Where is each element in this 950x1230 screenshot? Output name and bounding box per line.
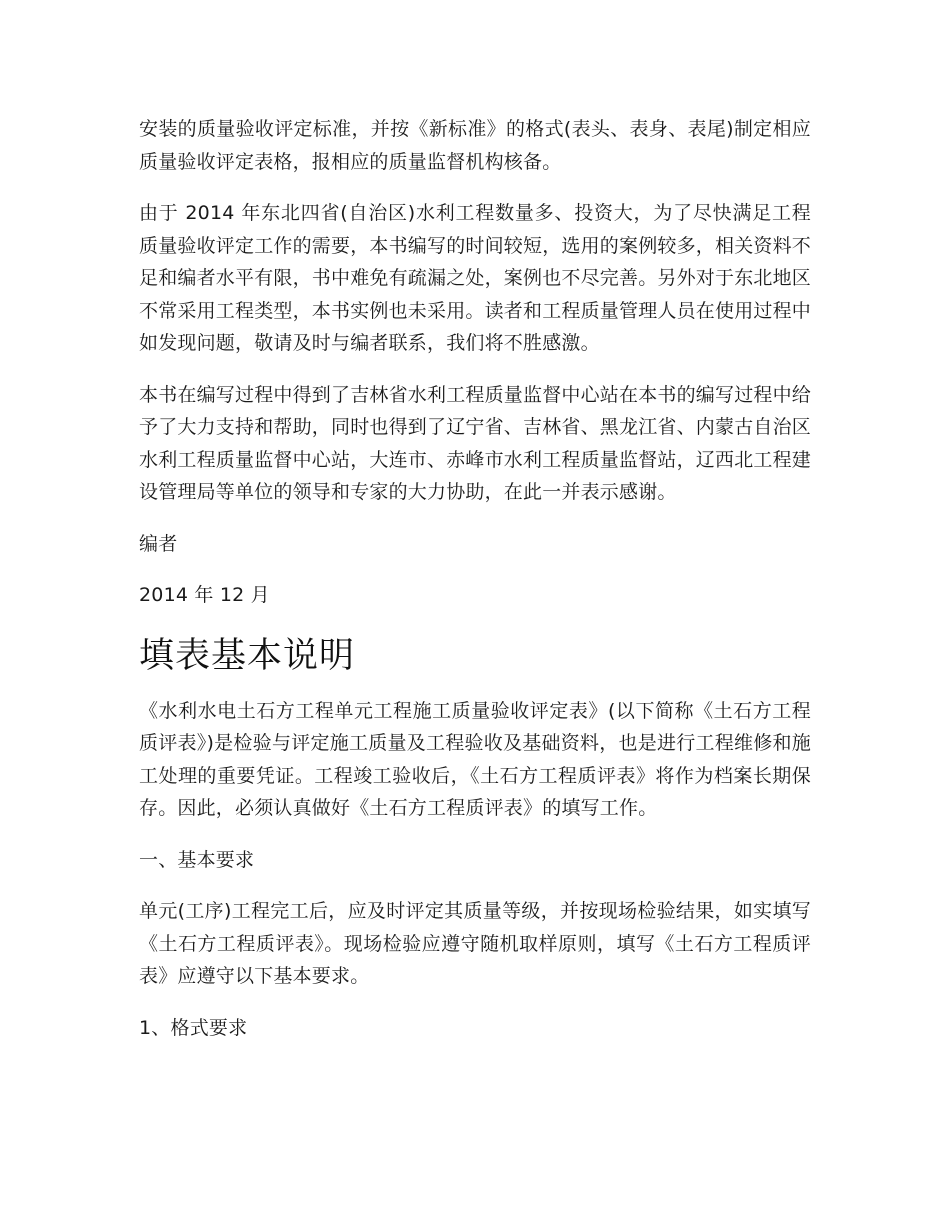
paragraph-standards: 安装的质量验收评定标准，并按《新标准》的格式(表头、表身、表尾)制定相应质量验收评定表格，报相应的质量监督机构核备。 bbox=[139, 118, 811, 173]
section-title: 填表基本说明 bbox=[139, 635, 356, 676]
paragraph-limitations: 由于 2014 年东北四省(自治区)水利工程数量多、投资大，为了尽快满足工程质量验收评定工作的需要，本书编写的时间较短，选用的案例较多，相关资料不足和编者水平有限，书中难免有疏漏之处，案例也不尽完善。另外对于东北地区不常采用工程类型，本书实例也未采用。读者和工程质量管理人员在使用过程中如发现问题，敬请及时与编者联系，我们将不胜感激。 bbox=[139, 202, 812, 354]
signature-date: 2014 年 12 月 bbox=[139, 584, 270, 606]
subheading-format-requirements: 1、格式要求 bbox=[139, 1016, 248, 1039]
paragraph-acknowledgements: 本书在编写过程中得到了吉林省水利工程质量监督中心站在本书的编写过程中给予了大力支持和帮助，同时也得到了辽宁省、吉林省、黑龙江省、内蒙古自治区水利工程质量监督中心站，大连市、赤峰市水利工程质量监督站，辽西北工程建设管理局等单位的领导和专家的大力协助，在此一并表示感谢。 bbox=[139, 383, 812, 503]
signature-author: 编者 bbox=[139, 532, 178, 555]
subheading-basic-requirements: 一、基本要求 bbox=[139, 848, 255, 871]
document-page bbox=[139, 113, 811, 1063]
section-intro: 《水利水电土石方工程单元工程施工质量验收评定表》(以下简称《土石方工程质评表》)是检验与评定施工质量及工程验收及基础资料，也是进行工程维修和施工处理的重要凭证。工程竣工验收后，《土石方工程质评表》将作为档案长期保存。因此，必须认真做好《土石方工程质评表》的填写工作。 bbox=[139, 699, 811, 819]
paragraph-basic-requirements: 单元(工序)工程完工后，应及时评定其质量等级，并按现场检验结果，如实填写《土石方工程质评表》。现场检验应遵守随机取样原则，填写《土石方工程质评表》应遵守以下基本要求。 bbox=[139, 900, 811, 987]
